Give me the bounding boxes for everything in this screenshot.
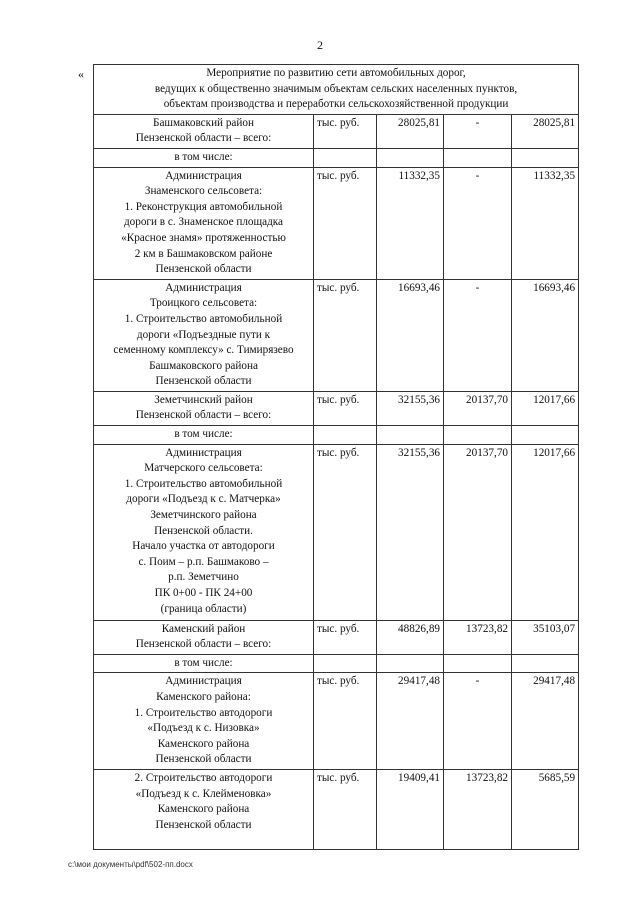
row-description-cell	[94, 654, 314, 673]
federal-funds-cell: -	[444, 279, 512, 391]
description-line: Каменский район	[161, 622, 246, 635]
total-cost-cell: 28025,81	[377, 114, 444, 148]
header-line: Мероприятие по развитию сети автомобильных дорог,	[206, 67, 466, 79]
total-cost-cell	[377, 654, 444, 673]
federal-funds-cell: -	[444, 114, 512, 148]
description-line: Пензенской области – всего:	[135, 638, 272, 651]
description-line: 2. Строительство автодороги	[134, 772, 273, 784]
total-cost-cell	[377, 148, 444, 167]
description-line: ПК 0+00 - ПК 24+00	[154, 587, 253, 599]
table-row	[94, 114, 579, 148]
row-description-cell	[94, 167, 314, 279]
unit-cell	[314, 426, 377, 445]
description-line: Пензенской области – всего:	[135, 409, 272, 422]
regional-funds-cell: 5685,59	[512, 770, 579, 850]
regional-funds-cell	[512, 426, 579, 445]
federal-funds-cell: 20137,70	[444, 444, 512, 620]
row-description-cell	[94, 114, 314, 148]
row-description-cell	[94, 770, 314, 850]
regional-funds-cell: 35103,07	[512, 620, 579, 654]
regional-funds-cell: 12017,66	[512, 391, 579, 425]
total-cost-cell: 48826,89	[377, 620, 444, 654]
description-line: 1. Строительство автомобильной	[124, 477, 283, 490]
regional-funds-cell: 28025,81	[512, 114, 579, 148]
regional-funds-cell: 29417,48	[512, 673, 579, 770]
description-line: 2 км в Башмаковском районе	[134, 247, 273, 260]
total-cost-cell: 32155,36	[377, 391, 444, 425]
row-description-cell	[94, 391, 314, 425]
description-line: Каменского района	[157, 803, 250, 816]
row-description-cell	[94, 444, 314, 620]
unit-cell: тыс. руб.	[314, 620, 377, 654]
description-line: Башмаковский район	[153, 116, 254, 129]
description-line: Начало участка от автодороги	[132, 540, 275, 553]
table-row	[94, 426, 579, 445]
table-header-row	[94, 65, 579, 115]
total-cost-cell: 32155,36	[377, 444, 444, 620]
table-row	[94, 279, 579, 391]
description-line: Пензенской области	[155, 753, 252, 766]
federal-funds-cell: -	[444, 167, 512, 279]
table-row	[94, 391, 579, 425]
total-cost-cell: 19409,41	[377, 770, 444, 850]
description-line: Администрация	[165, 446, 242, 459]
description-line: Каменского района	[157, 737, 250, 750]
row-description-cell	[94, 673, 314, 770]
description-line: Матчерского сельсовета:	[144, 462, 263, 475]
description-line: Пензенской области	[155, 263, 252, 276]
description-line: в том числе:	[174, 150, 233, 163]
federal-funds-cell	[444, 426, 512, 445]
row-description-cell	[94, 148, 314, 167]
description-line: 1. Строительство автодороги	[134, 706, 273, 719]
federal-funds-cell: 20137,70	[444, 391, 512, 425]
description-line: дороги в с. Знаменское площадка	[123, 216, 284, 229]
description-line: дороги «Подъездные пути к	[136, 328, 271, 341]
description-line: «Красное знамя» протяженностью	[121, 231, 286, 244]
page-number: 2	[317, 38, 323, 52]
description-line: Башмаковского района	[149, 359, 258, 372]
total-cost-cell: 16693,46	[377, 279, 444, 391]
header-line: объектам производства и переработки сельскохозяйственной продукции	[163, 98, 509, 111]
table-row	[94, 444, 579, 620]
description-line: 1. Реконструкция автомобильной	[124, 200, 283, 213]
description-line: Администрация	[165, 675, 242, 688]
description-line: Троицкого сельсовета:	[149, 297, 258, 310]
description-line: с. Поим – р.п. Башмаково –	[138, 555, 269, 568]
program-table	[93, 64, 579, 850]
table-row	[94, 673, 579, 770]
row-description-cell	[94, 426, 314, 445]
regional-funds-cell	[512, 148, 579, 167]
description-line: Земетчинский район	[154, 393, 253, 406]
description-line: Пензенской области	[155, 818, 252, 831]
header-line: ведущих к общественно значимым объектам сельских населенных пунктов,	[154, 82, 518, 95]
regional-funds-cell: 16693,46	[512, 279, 579, 391]
description-line: Администрация	[165, 281, 242, 294]
description-line: Администрация	[165, 169, 242, 182]
description-line: «Подъезд к с. Низовка»	[147, 722, 260, 735]
row-description-cell	[94, 620, 314, 654]
description-line: Пензенской области	[155, 375, 252, 388]
unit-cell: тыс. руб.	[314, 391, 377, 425]
federal-funds-cell: -	[444, 673, 512, 770]
description-line: Пензенской области.	[154, 524, 253, 537]
opening-quote-mark: «	[78, 67, 84, 81]
federal-funds-cell	[444, 654, 512, 673]
description-line: Каменского района:	[156, 691, 251, 704]
total-cost-cell	[377, 426, 444, 445]
federal-funds-cell: 13723,82	[444, 770, 512, 850]
unit-cell: тыс. руб.	[314, 167, 377, 279]
description-line: р.п. Земетчино	[168, 571, 239, 584]
federal-funds-cell: 13723,82	[444, 620, 512, 654]
table-row	[94, 148, 579, 167]
unit-cell: тыс. руб.	[314, 444, 377, 620]
unit-cell: тыс. руб.	[314, 279, 377, 391]
unit-cell: тыс. руб.	[314, 770, 377, 850]
description-line: 1. Строительство автомобильной	[124, 312, 283, 325]
description-line: дороги «Подъезд к с. Матчерка»	[126, 493, 281, 506]
description-line: семенному комплексу» с. Тимирязево	[113, 344, 294, 357]
description-line: «Подъезд к с. Клейменовка»	[135, 787, 272, 800]
description-line: Земетчинского района	[150, 509, 257, 522]
table-row	[94, 620, 579, 654]
regional-funds-cell: 11332,35	[512, 167, 579, 279]
unit-cell: тыс. руб.	[314, 114, 377, 148]
total-cost-cell: 29417,48	[377, 673, 444, 770]
unit-cell: тыс. руб.	[314, 673, 377, 770]
footer-file-path: c:\мои документы\pdf\502-пп.docx	[68, 860, 193, 869]
unit-cell	[314, 654, 377, 673]
federal-funds-cell	[444, 148, 512, 167]
description-line: в том числе:	[174, 656, 233, 669]
description-line: в том числе:	[174, 428, 233, 441]
regional-funds-cell: 12017,66	[512, 444, 579, 620]
table-row	[94, 770, 579, 850]
description-line: Знаменского сельсовета:	[144, 185, 263, 198]
table-row	[94, 167, 579, 279]
table-header-cell	[94, 65, 579, 115]
description-line: Пензенской области – всего:	[135, 132, 272, 145]
regional-funds-cell	[512, 654, 579, 673]
description-line: (граница области)	[160, 602, 247, 615]
row-description-cell	[94, 279, 314, 391]
table-row	[94, 654, 579, 673]
total-cost-cell: 11332,35	[377, 167, 444, 279]
unit-cell	[314, 148, 377, 167]
